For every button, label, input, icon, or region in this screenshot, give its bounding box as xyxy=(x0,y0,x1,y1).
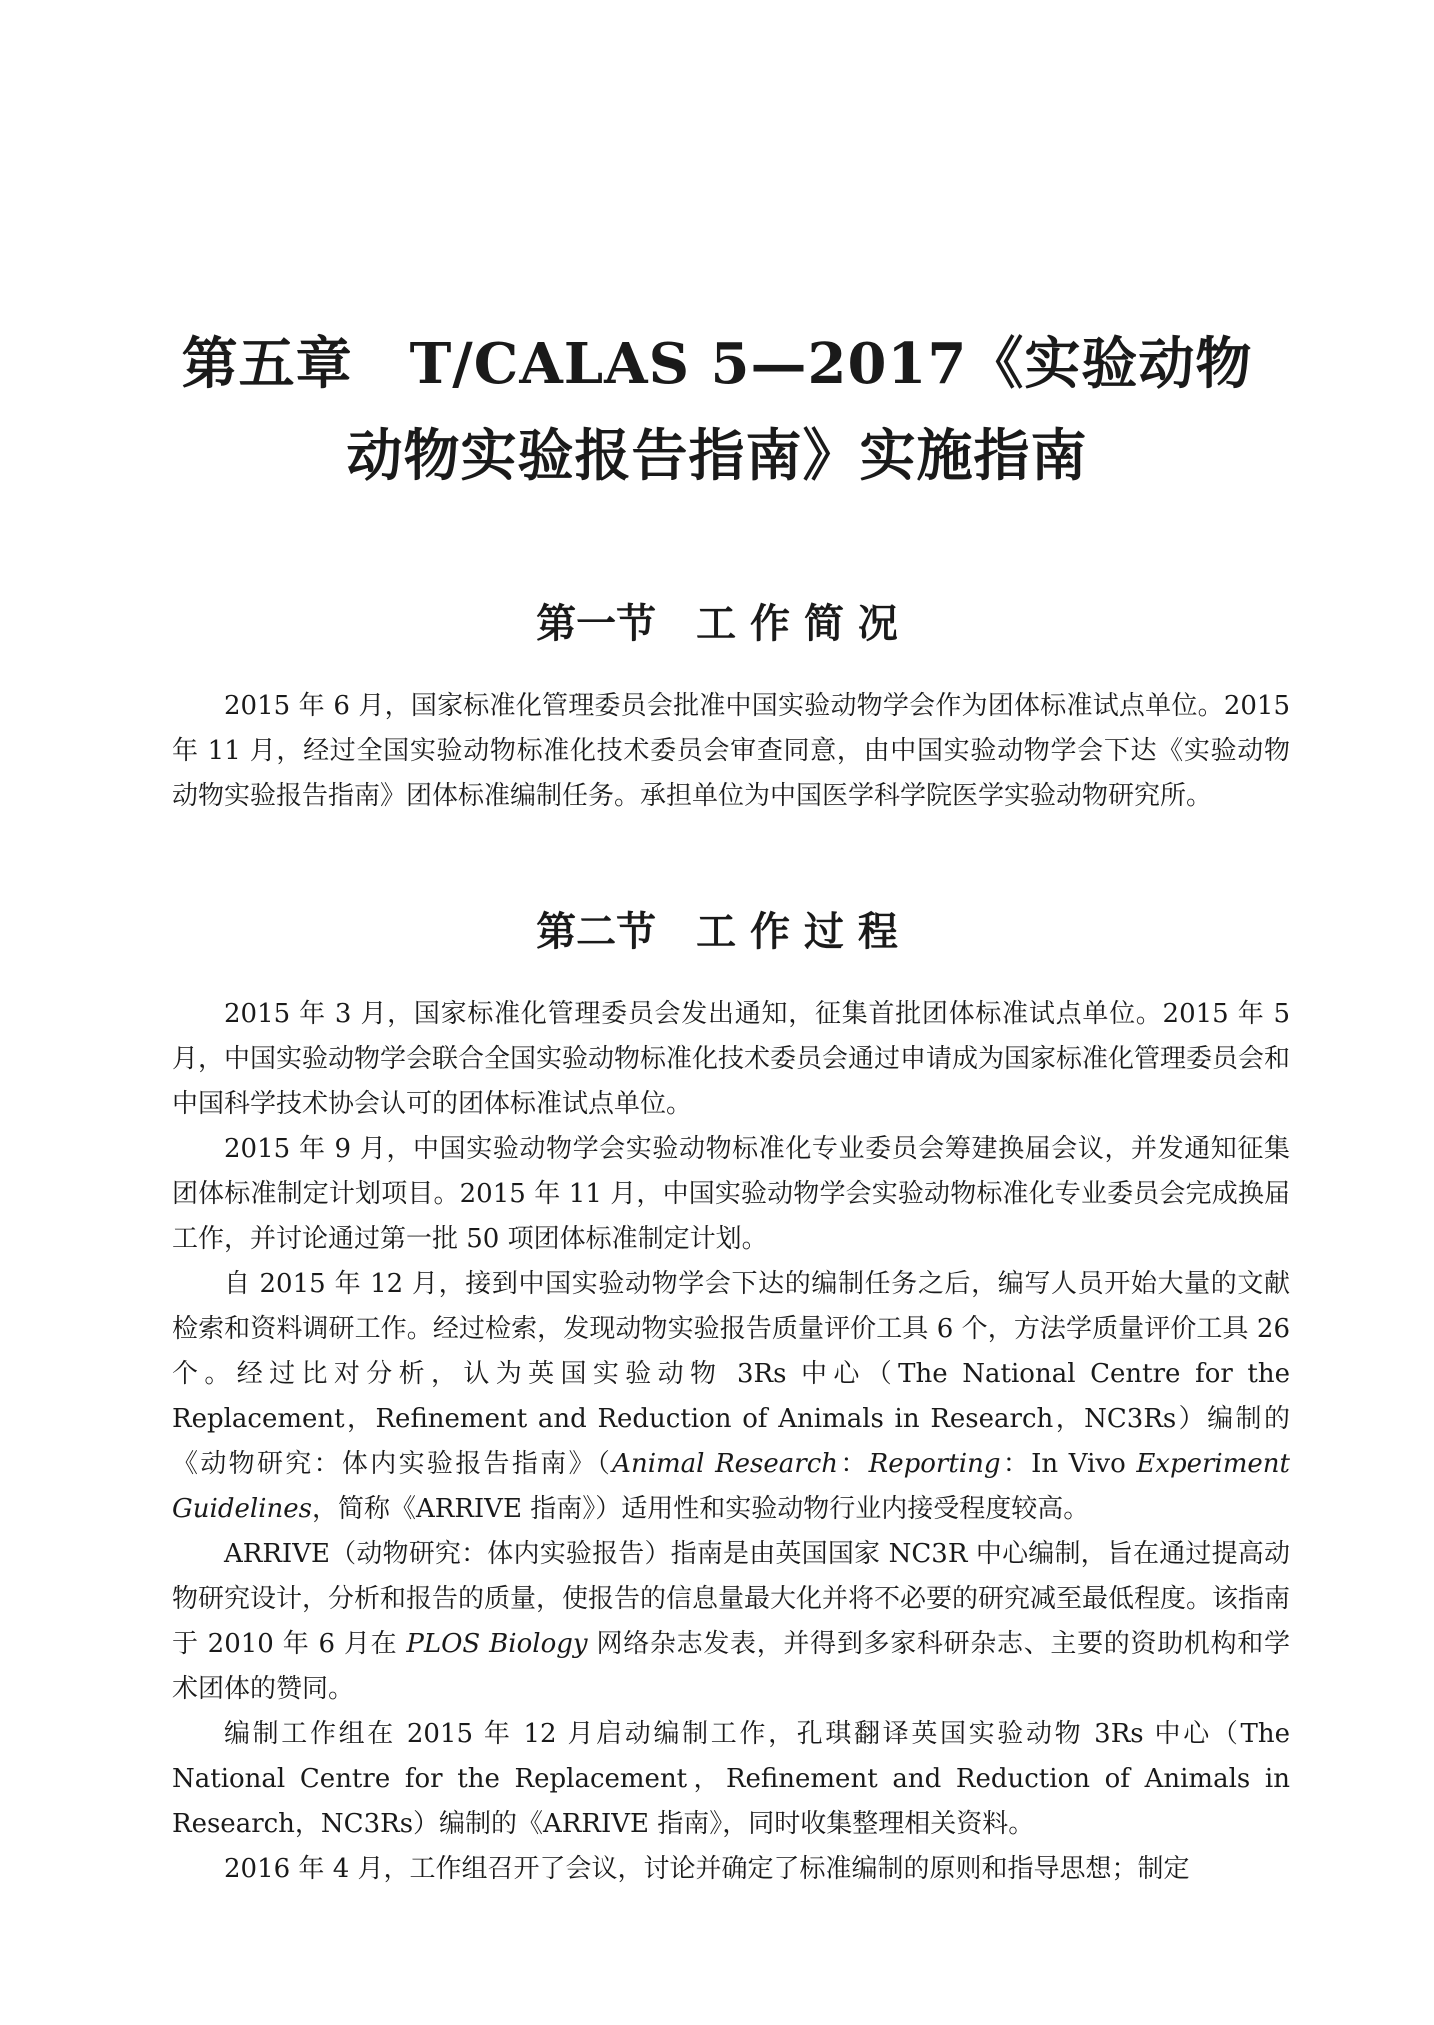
text-run: 自 2015 年 12 月，接到中国实验动物学会下达的编制任务之后，编写人员开始大量的文献检索和资料调研工作。经过检索，发现动物实验报告质量评价工具 6 个，方法学质量评价工具 26 个。经过比对分析，认为英国实验动物 3Rs 中心（The National Centre for the Replacement，Refinement and Reduction of Animals in Research，NC3Rs）编制的《动物研究：体内实验报告指南》（ xyxy=(172,1269,1290,1479)
italic-title: Animal Research xyxy=(612,1449,838,1479)
italic-title: Reporting xyxy=(868,1449,1001,1479)
text-run: ： xyxy=(838,1449,869,1479)
section-1-title: 第一节 工 作 简 况 xyxy=(536,601,898,647)
text-run: ，简称《ARRIVE 指南》）适用性和实验动物行业内接受程度较高。 xyxy=(311,1494,1090,1524)
paragraph xyxy=(172,1262,1290,1532)
italic-title: Experiment Guidelines xyxy=(172,1449,1290,1524)
section-1-body xyxy=(172,684,1317,819)
paragraph: 2015 年 9 月，中国实验动物学会实验动物标准化专业委员会筹建换届会议，并发通知征集团体标准制定计划项目。2015 年 11 月，中国实验动物学会实验动物标准化专业委员会完成换届工作，并讨论通过第一批 50 项团体标准制定计划。 xyxy=(172,1134,1290,1254)
paragraph: 2015 年 6 月，国家标准化管理委员会批准中国实验动物学会作为团体标准试点单位。2015 年 11 月，经过全国实验动物标准化技术委员会审查同意，由中国实验动物学会下达《实验动物 动物实验报告指南》团体标准编制任务。承担单位为中国医学科学院医学实验动物研究所。 xyxy=(172,691,1317,811)
paragraph: 编制工作组在 2015 年 12 月启动编制工作，孔琪翻译英国实验动物 3Rs 中心（The National Centre for the Replacement，Refinement and Reduction of Animals in Research，NC3Rs）编制的《ARRIVE 指南》，同时收集整理相关资料。 xyxy=(172,1719,1290,1839)
chapter-title-line-2: 动物实验报告指南》实施指南 xyxy=(346,423,1088,489)
text-run: 网络杂志发表，并得到多家科研杂志、主要的资助机构和学术团体的赞同。 xyxy=(172,1629,1290,1704)
section-2-title: 第二节 工 作 过 程 xyxy=(536,909,898,955)
section-2-body xyxy=(172,992,1290,1892)
chapter-title xyxy=(150,318,1284,502)
paragraph: 2015 年 3 月，国家标准化管理委员会发出通知，征集首批团体标准试点单位。2015 年 5 月，中国实验动物学会联合全国实验动物标准化技术委员会通过申请成为国家标准化管理委员会和中国科学技术协会认可的团体标准试点单位。 xyxy=(172,999,1291,1119)
paragraph xyxy=(172,1532,1290,1712)
journal-name: PLOS Biology xyxy=(406,1629,588,1659)
text-run: ARRIVE（动物研究：体内实验报告）指南是由英国国家 NC3R 中心编制，旨在通过提高动物研究设计，分析和报告的质量，使报告的信息量最大化并将不必要的研究减至最低程度。该指南于 2010 年 6 月在 xyxy=(172,1539,1291,1659)
text-run: ：In Vivo xyxy=(1000,1449,1137,1479)
paragraph: 2016 年 4 月，工作组召开了会议，讨论并确定了标准编制的原则和指导思想；制定 xyxy=(224,1854,1190,1884)
chapter-title-line-1: 第五章 T/CALAS 5—2017《实验动物 xyxy=(181,331,1253,397)
